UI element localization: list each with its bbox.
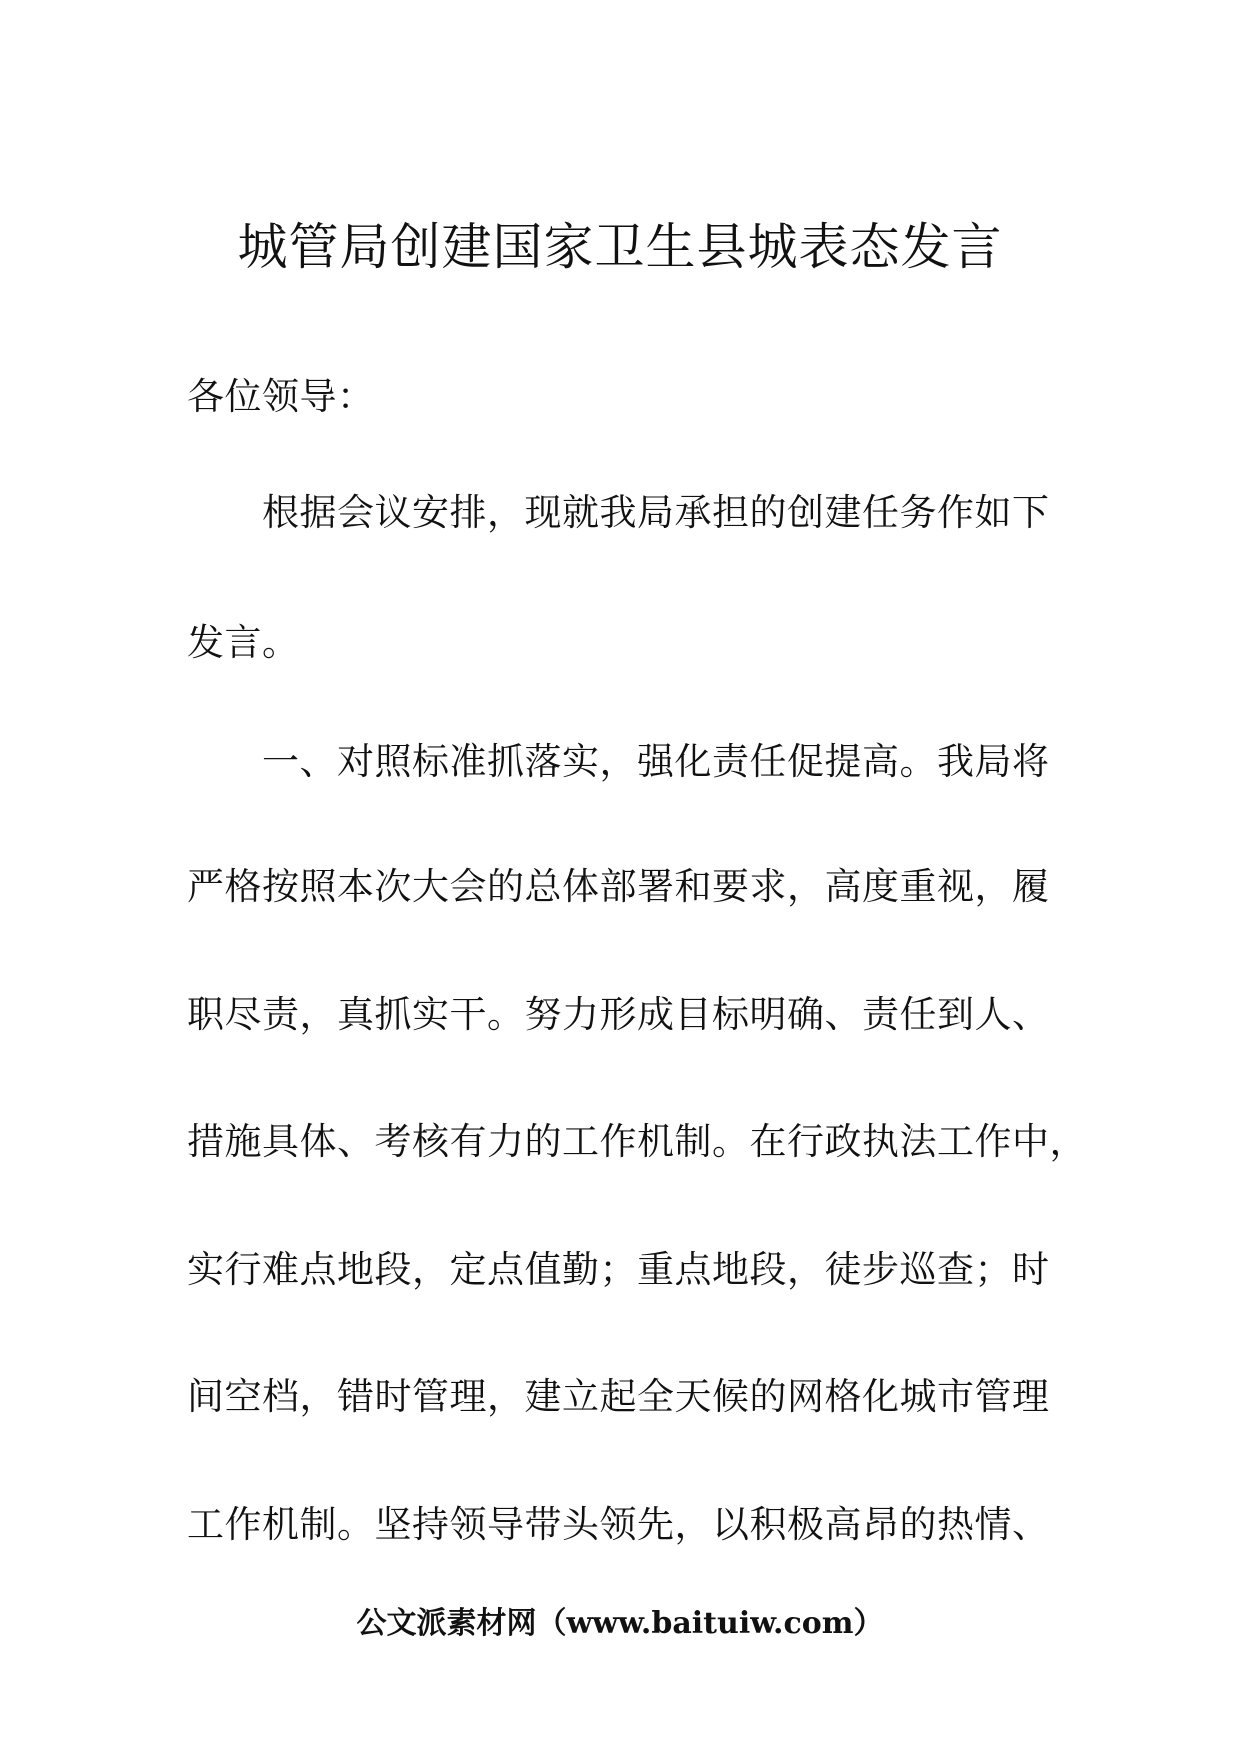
paragraph-line: 严格按照本次大会的总体部署和要求，高度重视，履 [187,865,1050,908]
footer-watermark: 公文派素材网（www.baituiw.com） [356,1606,884,1641]
salutation: 各位领导： [187,375,375,418]
paragraph-line: 一、对照标准抓落实，强化责任促提高。我局将 [262,740,1050,783]
paragraph-line: 工作机制。坚持领导带头领先，以积极高昂的热情、 [187,1503,1050,1546]
document-title: 城管局创建国家卫生县城表态发言 [237,218,1003,276]
paragraph-line: 措施具体、考核有力的工作机制。在行政执法工作中， [187,1120,1087,1163]
paragraph-line: 发言。 [187,621,300,664]
paragraph-line: 根据会议安排，现就我局承担的创建任务作如下 [262,491,1050,534]
paragraph-line: 职尽责，真抓实干。努力形成目标明确、责任到人、 [187,993,1050,1036]
paragraph-line: 实行难点地段，定点值勤；重点地段，徒步巡查；时 [187,1248,1050,1291]
paragraph-line: 间空档，错时管理，建立起全天候的网格化城市管理 [187,1375,1050,1418]
